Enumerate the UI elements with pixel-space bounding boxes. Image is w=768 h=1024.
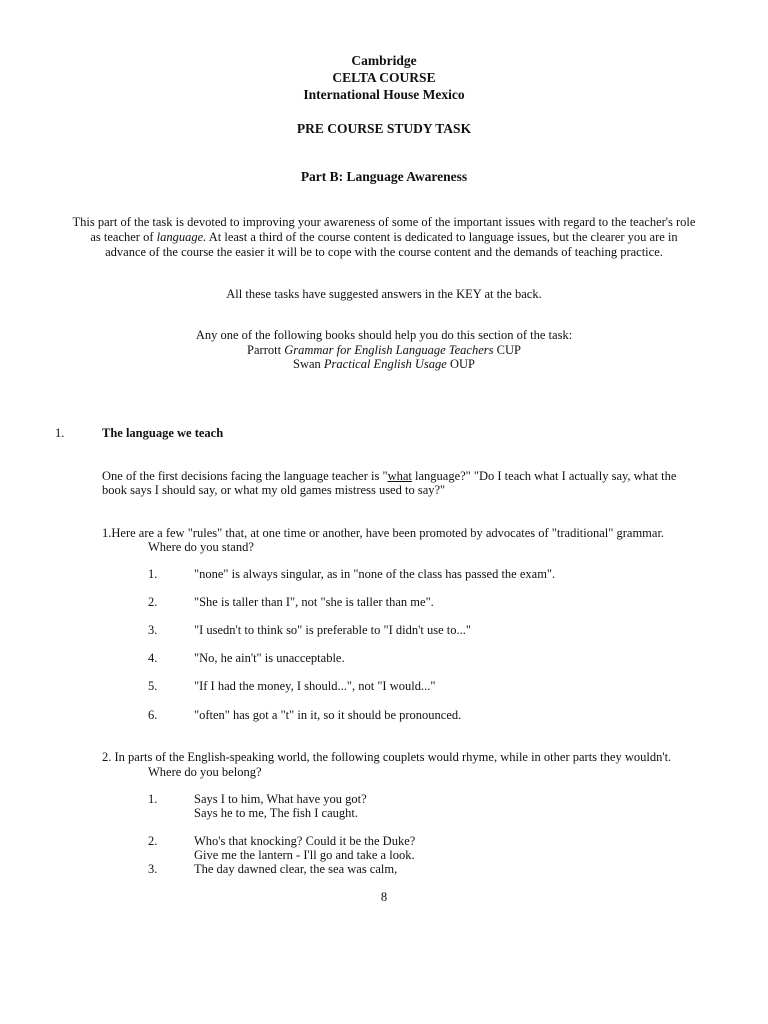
rule-number: 2. bbox=[148, 595, 158, 609]
book-swan bbox=[0, 357, 768, 372]
couplet-number: 3. bbox=[148, 862, 158, 876]
book-swan-title: Practical English Usage bbox=[323, 357, 447, 371]
rule-number: 3. bbox=[148, 623, 158, 637]
rule-number: 5. bbox=[148, 679, 158, 693]
couplet-line-1: The day dawned clear, the sea was calm, bbox=[194, 862, 398, 876]
question-1-line-1: 1.Here are a few "rules" that, at one time or another, have been promoted by advocates of "traditional" grammar. bbox=[102, 526, 665, 540]
rule-number: 6. bbox=[148, 708, 158, 722]
rule-text: "No, he ain't" is unacceptable. bbox=[194, 651, 345, 665]
page-number: 8 bbox=[380, 890, 388, 904]
section-number: 1. bbox=[55, 426, 65, 440]
book-parrott-author: Parrott bbox=[247, 343, 285, 357]
intro-line-3: advance of the course the easier it will be to cope with the course content and the demands of teaching practice. bbox=[105, 245, 663, 259]
rule-number: 1. bbox=[148, 567, 158, 581]
rule-text: "She is taller than I", not "she is taller than me". bbox=[194, 595, 434, 609]
section-para-line-1 bbox=[102, 469, 676, 484]
header-cambridge: Cambridge bbox=[351, 53, 417, 68]
intro-line-2-em: language. bbox=[156, 230, 207, 244]
couplet-line-2: Give me the lantern - I'll go and take a look. bbox=[194, 848, 415, 862]
couplet-line-1: Who's that knocking? Could it be the Duke? bbox=[194, 834, 416, 848]
book-parrott-title: Grammar for English Language Teachers bbox=[284, 343, 494, 357]
rule-text: "often" has got a "t" in it, so it should be pronounced. bbox=[194, 708, 462, 722]
para-pre: One of the first decisions facing the language teacher is " bbox=[102, 469, 388, 483]
couplet-number: 1. bbox=[148, 792, 158, 806]
para-underlined-word: what bbox=[387, 469, 412, 483]
intro-line-1: This part of the task is devoted to improving your awareness of some of the important issues with regard to the teacher's role bbox=[72, 215, 696, 229]
intro-line-2-post: At least a third of the course content is dedicated to language issues, but the clearer you are in bbox=[206, 230, 678, 244]
books-intro: Any one of the following books should help you do this section of the task: bbox=[195, 328, 573, 342]
question-1-line-2: Where do you stand? bbox=[148, 540, 254, 554]
para-post: language?" "Do I teach what I actually say, what the bbox=[411, 469, 677, 483]
header-ih-mexico: International House Mexico bbox=[303, 87, 465, 102]
book-parrott-publisher: CUP bbox=[493, 343, 521, 357]
couplet-number: 2. bbox=[148, 834, 158, 848]
question-2-line-1: 2. In parts of the English-speaking world, the following couplets would rhyme, while in other parts they wouldn't. bbox=[102, 750, 672, 764]
rule-text: "none" is always singular, as in "none of the class has passed the exam". bbox=[194, 567, 556, 581]
section-para-line-2: book says I should say, or what my old games mistress used to say?" bbox=[102, 483, 446, 497]
section-heading: The language we teach bbox=[102, 426, 224, 440]
book-swan-author: Swan bbox=[293, 357, 324, 371]
couplet-line-2: Says he to me, The fish I caught. bbox=[194, 806, 358, 820]
intro-line-2 bbox=[0, 230, 768, 245]
part-heading: Part B: Language Awareness bbox=[300, 169, 468, 184]
rule-text: "I usedn't to think so" is preferable to "I didn't use to..." bbox=[194, 623, 471, 637]
rule-number: 4. bbox=[148, 651, 158, 665]
book-swan-publisher: OUP bbox=[446, 357, 475, 371]
document-title: PRE COURSE STUDY TASK bbox=[296, 121, 472, 136]
book-parrott bbox=[0, 343, 768, 358]
header-celta-course: CELTA COURSE bbox=[332, 70, 436, 85]
key-note: All these tasks have suggested answers in the KEY at the back. bbox=[226, 287, 542, 301]
intro-line-2-pre: as teacher of bbox=[90, 230, 157, 244]
rule-text: "If I had the money, I should...", not "I would..." bbox=[194, 679, 436, 693]
couplet-line-1: Says I to him, What have you got? bbox=[194, 792, 367, 806]
question-2-line-2: Where do you belong? bbox=[148, 765, 262, 779]
